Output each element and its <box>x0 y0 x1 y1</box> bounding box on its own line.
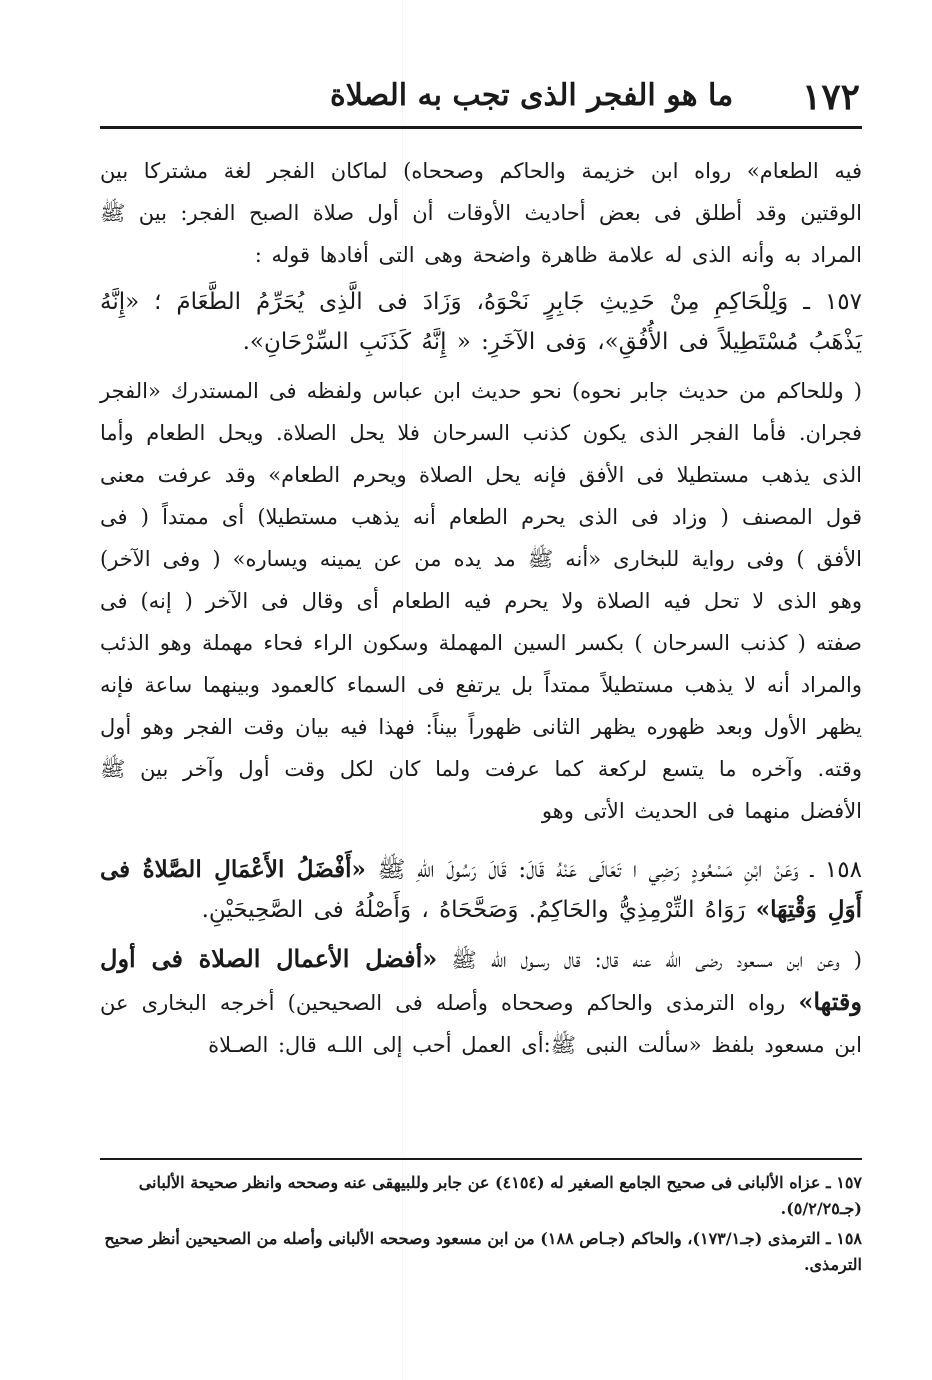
paragraph-intro: فيه الطعام» رواه ابن خزيمة والحاكم وصححاه) لماكان الفجر لغة مشتركا بين الوقتين وقد أطلق فى بعض أحاديث الأوقات أن أول صلاة الصبح الفجر: بين ﷺ المراد به وأنه الذى له علامة ظاهرة واضحة وهى التى أفادها قوله : <box>100 159 862 267</box>
commentary-158-rest: رواه الترمذى والحاكم وصححاه وأصله فى الصحيحين) أخرجه البخارى عن ابن مسعود بلفظ «سألت النبى ﷺ:أى العمل أحب إلى اللـه قال: الصـلاة <box>100 991 862 1057</box>
page-header <box>100 72 860 128</box>
hadith-158-matn: «أَفْضَلُ الأَعْمَالِ الصَّلاةُ فى أَوَلِ وَقْتِهَا» <box>100 856 862 923</box>
commentary-158-chain: ( وعن ابن مسعود رضى الله عنه قال: قال رسـول الله ﷺ <box>437 948 862 972</box>
footnotes <box>100 1170 862 1282</box>
header-divider <box>100 126 862 129</box>
running-title: ما هو الفجر الذى تجب به الصلاة <box>330 78 734 113</box>
footnote-divider <box>100 1158 862 1160</box>
page-number: ١٧٢ <box>801 76 860 118</box>
footnote-157: ١٥٧ ـ عزاه الألبانى فى صحيح الجامع الصغير له (٤١٥٤) عن جابر وللبيهقى عنه وصححه وانظر صحيحة الألبانى (جـ٥/٢/٢٥). <box>138 1173 862 1218</box>
hadith-158-chain: ١٥٨ ـ وَعَنْ ابْنِ مَسْعُودٍ رَضِي ا تَعَالَى عَنْهُ قَالَ: قَالَ رَسُولَ اللهِ ﷺ <box>365 857 862 883</box>
main-text <box>100 150 862 1066</box>
hadith-158-source: رَوَاهُ التِّرْمِذِيُّ والحَاكِمُ. وَصَحَّحَاهُ ، وَأَصْلُهُ فى الصَّحِيحَيْنِ. <box>201 897 756 923</box>
commentary-158-matn: «أفضل الأعمال الصلاة فى أول وقتها» <box>100 944 862 1016</box>
commentary-157: ( وللحاكم من حديث جابر نحوه) نحو حديث ابن عباس ولفظه فى المستدرك «الفجر فجران. فأما الفجر الذى يكون كذنب السرحان فلا يحل الصلاة. ويحل الطعام وأما الذى يذهب مستطيلا فى الأفق فإنه يحل الصلاة ويحرم الطعام» وقد عرفت معنى قول المصنف ( وزاد فى الذى يحرم الطعام أنه يذهب مستطيلا) أى ممتداً ( فى الأفق ) وفى رواية للبخارى «أنه ﷺ مد يده من عن يمينه ويساره» ( وفى الآخر) وهو الذى لا تحل فيه الصلاة ولا يحرم فيه الطعام أى وقال فى الآخر ( إنه) فى صفته ( كذنب السرحان ) بكسر السين المهملة وسكون الراء فحاء مهملة وهو الذئب والمراد أنه لا يذهب مستطيلاً ممتداً بل يرتفع فى السماء كالعمود وبينهما ساعة فإنه يظهر الأول وبعد ظهوره يظهر الثانى ظهوراً بيناً: فهذا فيه بيان وقت الفجر وهو أول وقته. وآخره ما يتسع لركعة كما عرفت ولما كان لكل وقت أول وآخر بين ﷺ الأفضل منهما فى الحديث الأتى وهو <box>100 379 862 823</box>
hadith-157: ١٥٧ ـ وَلِلْحَاكِمِ مِنْ حَدِيثِ جَابِرٍ نَحْوَهُ، وَزَادَ فى الَّذِى يُحَرِّمُ الطَّعَامَ ؛ «إِنَّهُ يَذْهَبُ مُسْتَطِيلاً فى الأُفُقِ»، وَفى الآخَرِ: « إِنَّهُ كَذَنَبِ السِّرْحَانِ». <box>100 289 862 355</box>
footnote-158: ١٥٨ ـ الترمذى (جـ١٧٣/١)، والحاكم (جـاص ١٨٨) من ابن مسعود وصححه الألبانى وأصله من الصحيحين أنظر صحيح الترمذى. <box>104 1229 862 1274</box>
commentary-158 <box>100 938 862 1066</box>
hadith-158 <box>100 850 862 930</box>
